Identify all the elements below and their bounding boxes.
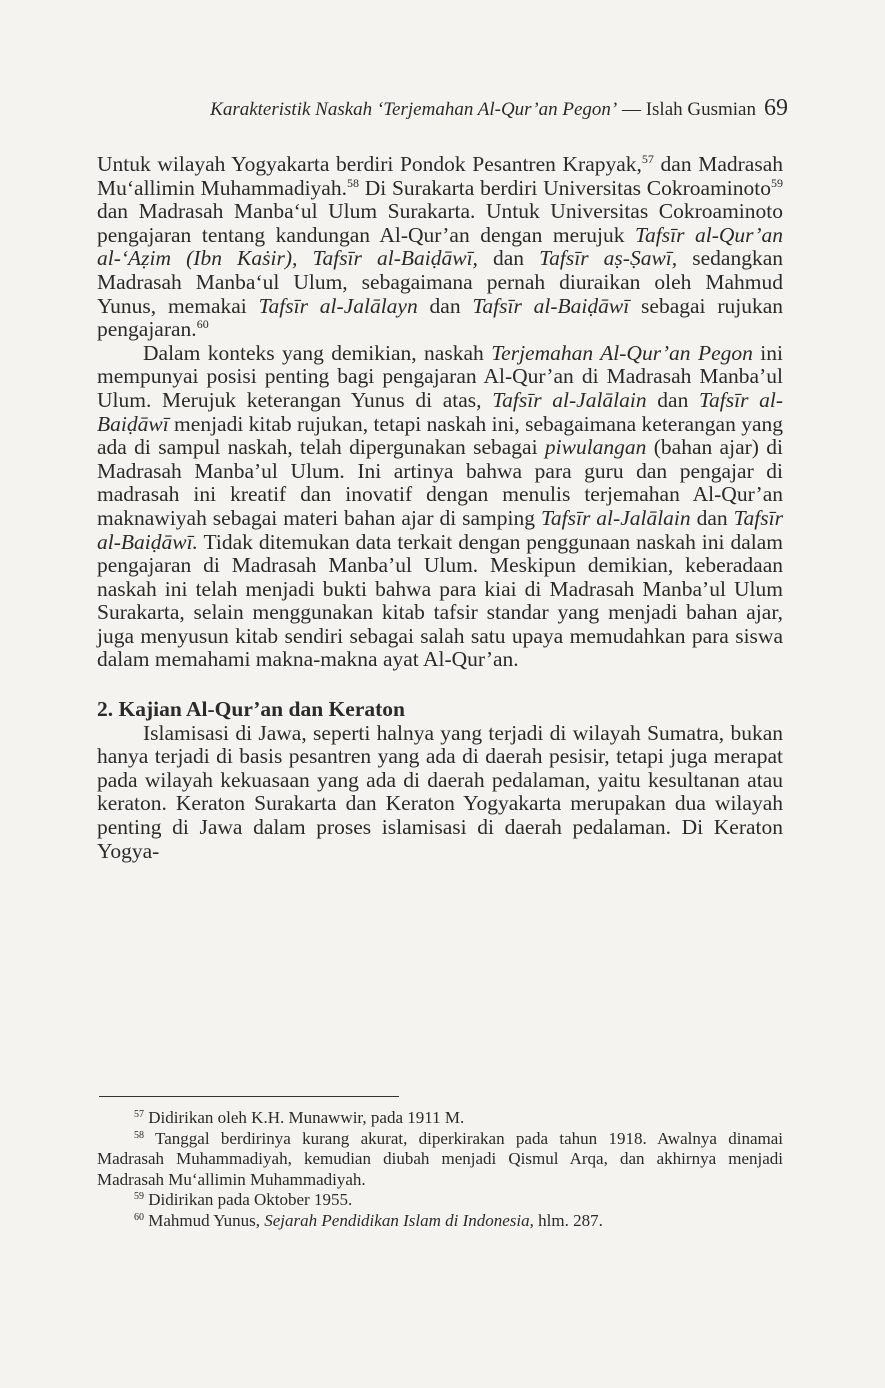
text-run: dan Madrasah Manba‘ul Ulum Surakarta. Untuk Universitas Cokroaminoto pengajaran tentang kandungan Al-Qur’an dengan merujuk: [97, 199, 783, 247]
text-run: dan: [417, 293, 473, 318]
running-title: Karakteristik Naskah ‘Terjemahan Al-Qur’an Pegon’: [210, 99, 618, 120]
footnote-60: [97, 1211, 783, 1232]
footnote-divider: [99, 1096, 399, 1097]
footnote-number: 57: [134, 1109, 144, 1120]
text-run: sedangkan Madrasah Manba‘ul Ulum, sebagaimana pernah diuraikan oleh Mahmud Yunus, memakai: [97, 246, 783, 318]
text-run: Untuk wilayah Yogyakarta berdiri Pondok Pesantren Krapyak,: [97, 152, 642, 176]
footnote-text: hlm. 287.: [533, 1210, 603, 1230]
footnote-text: Tanggal berdirinya kurang akurat, diperkirakan pada tahun 1918. Awalnya dinamai Madrasah Muhammadiyah, kemudian diubah menjadi Qismul Arqa, dan akhirnya menjadi Madrasah Mu‘allimin Muhammadiyah.: [97, 1128, 783, 1189]
text-run: dan: [690, 505, 734, 530]
italic-title: Tafsīr al-Jalālain: [540, 505, 691, 530]
main-text: [97, 153, 783, 863]
footnote-ref-60: 60: [196, 317, 209, 332]
text-run: sebagai rujukan pengajaran.: [97, 293, 783, 342]
italic-title: Tafsīr al-Jalālayn: [258, 293, 418, 318]
italic-title: Tafsīr al-Jalālain: [492, 387, 647, 412]
italic-title: Sejarah Pendidikan Islam di Indonesia,: [264, 1210, 534, 1230]
italic-term: piwulangan: [544, 435, 647, 460]
italic-title: Tafsīr al-Baiḍāwī: [472, 293, 630, 318]
italic-title: Tafsīr al-Baiḍāwī: [97, 387, 783, 436]
text-run: Dalam konteks yang demikian, naskah: [143, 340, 492, 365]
section-heading: 2. Kajian Al-Qur’an dan Keraton: [97, 697, 405, 722]
footnote-ref-59: 59: [771, 175, 783, 190]
author-name: — Islah Gusmian: [617, 99, 756, 120]
footnote-text: Mahmud Yunus,: [144, 1210, 265, 1230]
page-number: 69: [764, 95, 788, 121]
italic-title: Terjemahan Al-Qur’an Pegon: [491, 340, 753, 365]
text-run: dan: [477, 246, 540, 271]
italic-title: Tafsīr al-Qur’an al-‘Aẓim (Ibn Kaṡir), Tafsīr al-Baiḍāwī,: [97, 222, 783, 271]
footnote-57: [97, 1108, 783, 1129]
paragraph-2: [97, 342, 783, 672]
text-run: dan Madrasah Mu‘allimin Muhammadiyah.: [97, 152, 783, 200]
footnotes: [97, 1108, 783, 1231]
footnote-number: 60: [134, 1211, 144, 1223]
footnote-ref-57: 57: [641, 152, 654, 166]
running-header: [100, 95, 788, 122]
footnote-number: 59: [134, 1191, 144, 1202]
footnote-text: Didirikan pada Oktober 1955.: [144, 1190, 353, 1209]
footnote-text: Didirikan oleh K.H. Munawwir, pada 1911 M.: [144, 1108, 465, 1127]
text-run: ini mempunyai posisi penting bagi pengajaran Al-Qur’an di Madrasah Manba’ul Ulum. Merujuk keterangan Yunus di atas,: [97, 340, 783, 412]
footnote-number: 58: [134, 1129, 144, 1141]
paragraph-1: [97, 153, 783, 342]
italic-title: Tafsīr al-Baiḍāwī.: [97, 505, 783, 554]
footnote-58: [97, 1129, 783, 1191]
text-run: Tidak ditemukan data terkait dengan penggunaan naskah ini dalam pengajaran di Madrasah Manba’ul Ulum. Meskipun demikian, keberadaan naskah ini telah menjadi bukti bahwa para kiai di Madrasah Manba’ul Ulum Surakarta, selain menggunakan kitab tafsir standar yang menjadi bahan ajar, juga menyusun kitab sendiri sebagai salah satu upaya memudahkan para siswa dalam memahami makna-makna ayat Al-Qur’an.: [97, 529, 783, 672]
text-run: (bahan ajar) di Madrasah Manba’ul Ulum. Ini artinya bahwa para guru dan pengajar di madrasah ini kreatif dan inovatif dengan menulis terjemahan Al-Qur’an maknawiyah sebagai materi bahan ajar di samping: [97, 435, 783, 530]
paragraph-3: Islamisasi di Jawa, seperti halnya yang terjadi di wilayah Sumatra, bukan hanya terjadi di basis pesantren yang ada di daerah pesisir, tetapi juga merapat pada wilayah kekuasaan yang ada di daerah pedalaman, yaitu kesultanan atau keraton. Keraton Surakarta dan Keraton Yogyakarta merupakan dua wilayah penting di Jawa dalam proses islamisasi di daerah pedalaman. Di Keraton Yogya-: [97, 720, 783, 863]
text-run: dan: [646, 387, 700, 412]
footnote-ref-58: 58: [346, 175, 359, 190]
footnote-59: [97, 1190, 783, 1211]
text-run: Di Surakarta berdiri Universitas Cokroaminoto: [358, 175, 771, 200]
italic-title: Tafsīr aṣ-Ṣawī,: [539, 246, 678, 271]
text-run: menjadi kitab rujukan, tetapi naskah ini, sebagaimana keterangan yang ada di sampul naskah, telah dipergunakan sebagai: [97, 411, 783, 460]
